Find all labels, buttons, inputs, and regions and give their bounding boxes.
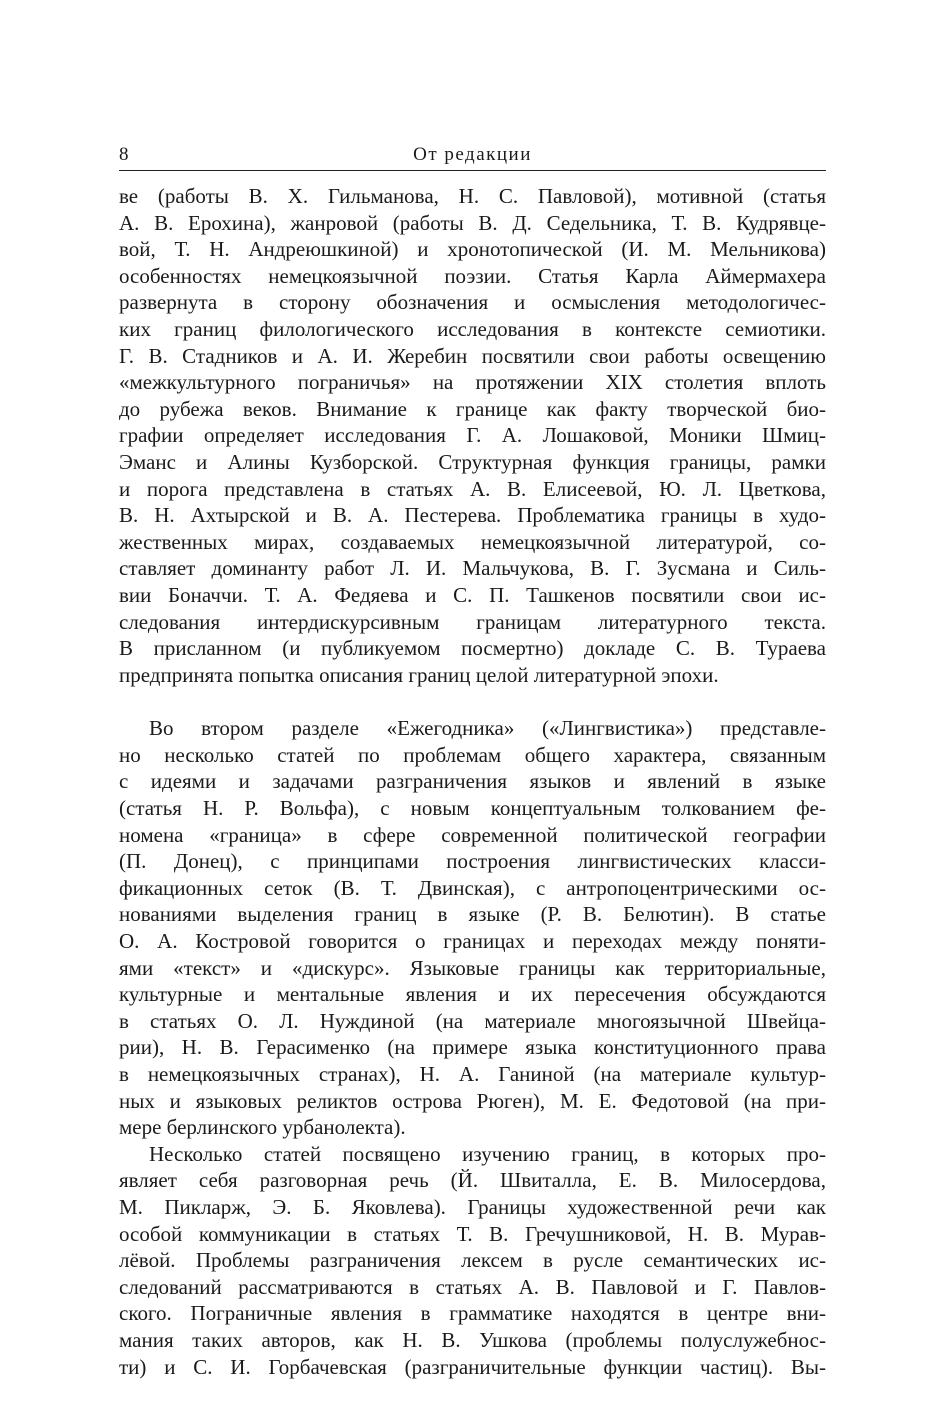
text-line: ского. Пограничные явления в грамматике находятся в центре вни- (119, 1301, 826, 1326)
text-line: рии), Н. В. Герасименко (на примере языка конституционного права (119, 1035, 826, 1060)
text-line: В присланном (и публикуемом посмертно) докладе С. В. Тураева (119, 636, 826, 661)
text-line: развернута в сторону обозначения и осмысления методологичес- (119, 290, 826, 315)
text-line: ных и языковых реликтов острова Рюген), М. Е. Федотовой (на при- (119, 1088, 826, 1113)
text-line: жественных мирах, создаваемых немецкоязычной литературой, со- (119, 529, 826, 554)
text-line: с идеями и задачами разграничения языков и явлений в языке (119, 769, 826, 794)
running-header (119, 142, 826, 171)
text-line: М. Пикларж, Э. Б. Яковлева). Границы художественной речи как (119, 1194, 826, 1219)
text-line: культурные и ментальные явления и их пересечения обсуждаются (119, 982, 826, 1007)
text-line: и порога представлена в статьях А. В. Елисеевой, Ю. Л. Цветкова, (119, 476, 826, 501)
text-line: ве (работы В. Х. Гильманова, Н. С. Павловой), мотивной (статья (119, 184, 826, 208)
text-line: Эманс и Алины Кузборской. Структурная функция границы, рамки (119, 449, 826, 474)
text-line: но несколько статей по проблемам общего характера, связанным (119, 742, 826, 767)
text-line: Г. В. Стадников и А. И. Жеребин посвятили свои работы освещению (119, 343, 826, 368)
text-line: мания таких авторов, как Н. В. Ушкова (проблемы полуслужебнос- (119, 1327, 826, 1352)
text-line: лёвой. Проблемы разграничения лексем в русле семантических ис- (119, 1248, 826, 1273)
text-line: ями «текст» и «дискурс». Языковые границы как территориальные, (119, 955, 826, 980)
text-line: нованиями выделения границ в языке (Р. В. Белютин). В статье (119, 902, 826, 927)
text-line: в немецкоязычных странах), Н. А. Ганиной (на материале культур- (119, 1062, 826, 1086)
paragraph-1 (119, 183, 826, 688)
running-title: От редакции (413, 144, 532, 165)
text-line: (П. Донец), с принципами построения лингвистических класси- (119, 849, 826, 874)
text-line: «межкультурного пограничья» на протяжении XIX столетия вплоть (119, 370, 826, 395)
text-line: мере берлинского урбанолекта). (119, 1115, 406, 1140)
text-line: фикационных сеток (В. Т. Двинская), с антропоцентрическими ос- (119, 875, 826, 900)
text-line: ти) и С. И. Горбачевская (разграничительные функции частиц). Вы- (119, 1354, 826, 1379)
paragraph-2 (119, 715, 826, 1141)
text-line: особой коммуникации в статьях Т. В. Гречушниковой, Н. В. Мурав- (119, 1221, 826, 1246)
text-line: номена «граница» в сфере современной политической географии (119, 822, 826, 847)
book-page (119, 142, 826, 1380)
text-line: вой, Т. Н. Андреюшкиной) и хронотопической (И. М. Мельникова) (119, 237, 826, 262)
text-line: Несколько статей посвящено изучению границ, в которых про- (149, 1141, 826, 1166)
text-line: графии определяет исследования Г. А. Лошаковой, Моники Шмиц- (119, 423, 826, 448)
text-line: Во втором разделе «Ежегодника» («Лингвистика») представле- (149, 716, 826, 741)
text-line: особенностях немецкоязычной поэзии. Статья Карла Аймермахера (119, 263, 826, 288)
paragraph-3 (119, 1141, 826, 1380)
text-line: (статья Н. Р. Вольфа), с новым концептуальным толкованием фе- (119, 796, 826, 821)
text-line: В. Н. Ахтырской и В. А. Пестерева. Проблематика границы в худо- (119, 503, 826, 528)
text-line: следований рассматриваются в статьях А. В. Павловой и Г. Павлов- (119, 1274, 826, 1299)
text-line: А. В. Ерохина), жанровой (работы В. Д. Седельника, Т. В. Кудрявце- (119, 210, 826, 235)
text-line: предпринята попытка описания границ целой литературной эпохи. (119, 662, 719, 687)
text-line: в статьях О. Л. Нуждиной (на материале многоязычной Швейца- (119, 1008, 826, 1033)
text-line: являет себя разговорная речь (Й. Швиталла, Е. В. Милосердова, (119, 1168, 826, 1193)
text-line: до рубежа веков. Внимание к границе как факту творческой био- (119, 396, 826, 421)
page-number: 8 (119, 144, 129, 165)
text-line: О. А. Костровой говорится о границах и переходах между поняти- (119, 929, 826, 954)
text-line: ких границ филологического исследования в контексте семиотики. (119, 316, 826, 341)
text-line: вии Боначчи. Т. А. Федяева и С. П. Ташкенов посвятили свои ис- (119, 582, 826, 607)
text-line: ставляет доминанту работ Л. И. Мальчукова, В. Г. Зусмана и Силь- (119, 556, 826, 581)
text-line: следования интердискурсивным границам литературного текста. (119, 609, 826, 634)
